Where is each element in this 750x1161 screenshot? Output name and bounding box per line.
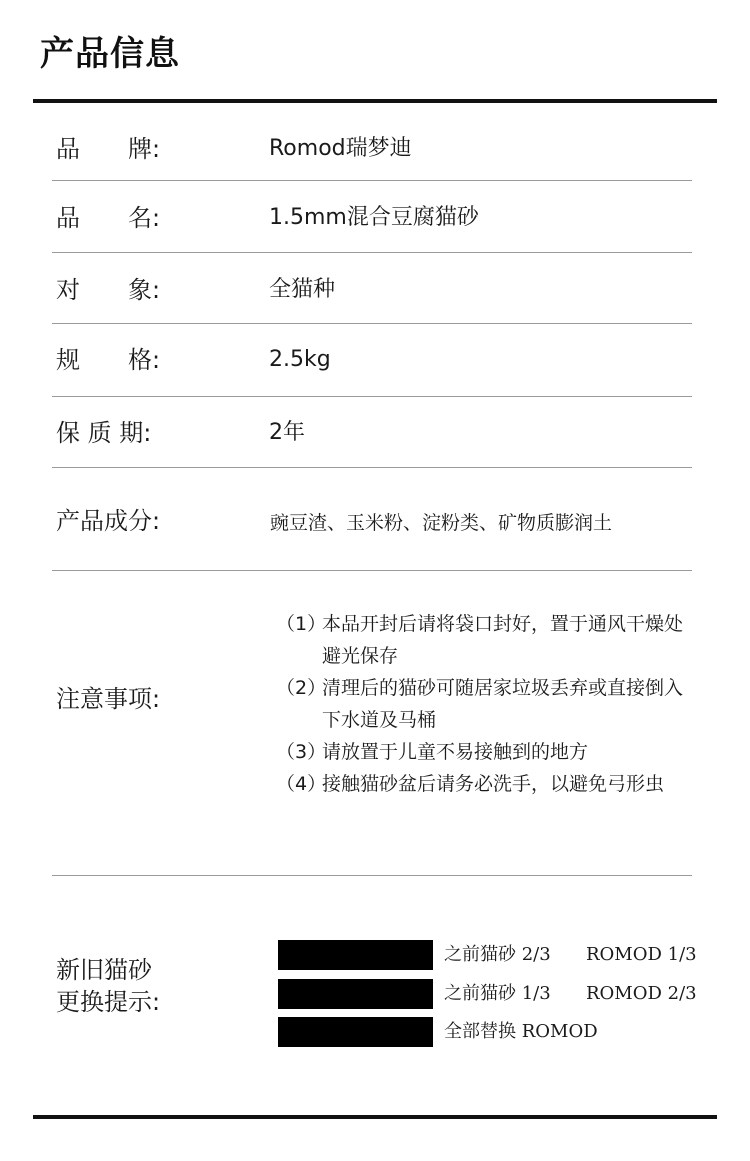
step-caption-new: ROMOD 2/3 <box>586 983 697 1004</box>
target-value: 全猫种 <box>269 277 336 302</box>
notes-label: 注意事项: <box>56 685 161 713</box>
step-caption-new: ROMOD 1/3 <box>586 944 697 965</box>
page-title: 产品信息 <box>40 34 180 74</box>
top-divider <box>33 99 717 103</box>
note-text: 接触猫砂盆后请务必洗手，以避免弓形虫 <box>322 773 665 795</box>
note-number: （3） <box>276 741 327 763</box>
switch-step <box>278 979 708 1009</box>
bottom-divider <box>33 1115 717 1119</box>
note-number: （4） <box>276 773 327 795</box>
brand-value: Romod瑞梦迪 <box>269 136 412 161</box>
shelf-life-value: 2年 <box>269 420 305 445</box>
note-item <box>276 736 696 768</box>
brand-label: 品 牌: <box>56 135 161 163</box>
note-item <box>276 608 696 672</box>
target-label: 对 象: <box>56 276 161 304</box>
row-divider <box>52 252 692 253</box>
row-divider <box>52 875 692 876</box>
spec-value: 2.5kg <box>269 347 331 372</box>
row-divider <box>52 570 692 571</box>
redacted-bar <box>278 979 433 1009</box>
switch-step <box>278 1017 708 1047</box>
spec-label: 规 格: <box>56 346 161 374</box>
switch-tip-label-line2: 更换提示: <box>56 988 161 1016</box>
product-name-label: 品 名: <box>56 204 161 232</box>
switch-step <box>278 940 708 970</box>
note-number: （1） <box>276 613 327 635</box>
shelf-life-label: 保 质 期: <box>56 419 152 447</box>
notes-list <box>276 608 696 800</box>
ingredients-value: 豌豆渣、玉米粉、淀粉类、矿物质膨润土 <box>270 512 613 534</box>
row-divider <box>52 180 692 181</box>
switch-tip-label-line1: 新旧猫砂 <box>56 956 152 984</box>
note-number: （2） <box>276 677 327 699</box>
step-caption-old: 之前猫砂 1/3 <box>444 983 551 1004</box>
row-divider <box>52 467 692 468</box>
row-divider <box>52 396 692 397</box>
switch-tip-label <box>56 954 160 1018</box>
step-caption-old: 之前猫砂 2/3 <box>444 944 551 965</box>
ingredients-label: 产品成分: <box>56 507 161 535</box>
row-divider <box>52 323 692 324</box>
redacted-bar <box>278 940 433 970</box>
note-item <box>276 768 696 800</box>
product-name-value: 1.5mm混合豆腐猫砂 <box>269 205 479 230</box>
note-text: 清理后的猫砂可随居家垃圾丢弃或直接倒入下水道及马桶 <box>322 677 684 731</box>
note-text: 本品开封后请将袋口封好，置于通风干燥处避光保存 <box>322 613 684 667</box>
note-text: 请放置于儿童不易接触到的地方 <box>322 741 589 763</box>
step-caption-old: 全部替换 ROMOD <box>444 1021 598 1042</box>
redacted-bar <box>278 1017 433 1047</box>
note-item <box>276 672 696 736</box>
